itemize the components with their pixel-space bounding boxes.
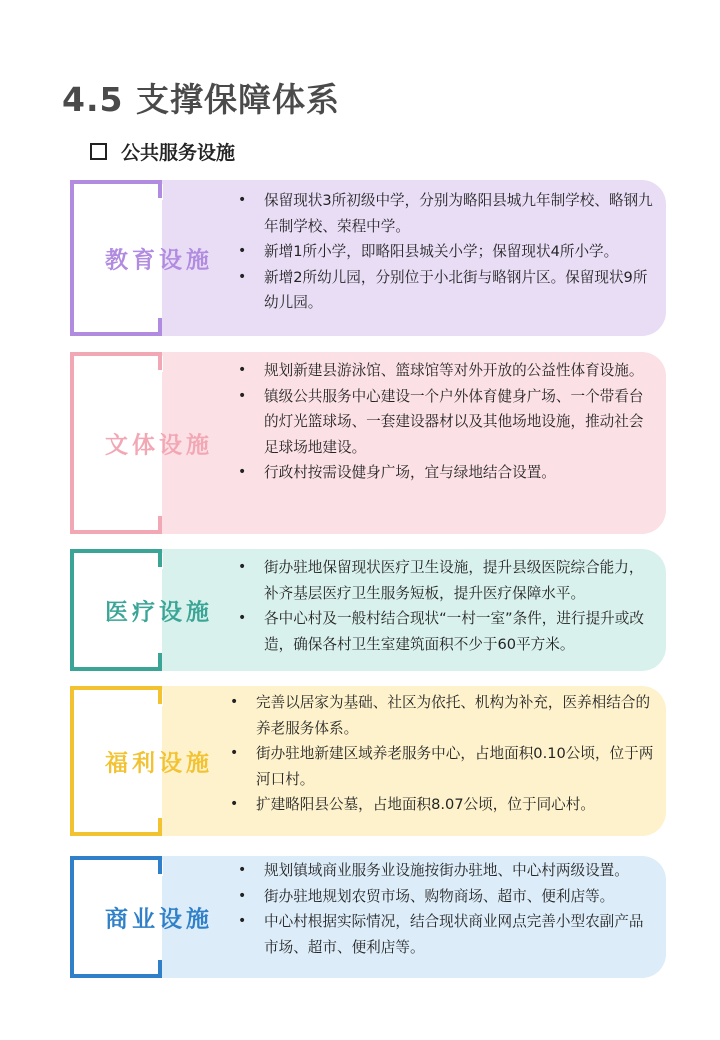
list-item: • 行政村按需设健身广场，宜与绿地结合设置。: [238, 460, 658, 486]
bracket-tip-bottom: [158, 960, 162, 978]
list-item: • 扩建略阳县公墓，占地面积8.07公顷，位于同心村。: [230, 792, 658, 818]
list-item: • 规划镇域商业服务业设施按街办驻地、中心村两级设置。: [238, 858, 658, 884]
bracket-tip-top: [158, 352, 162, 370]
list-item: • 新增1所小学，即略阳县城关小学；保留现状4所小学。: [238, 239, 658, 265]
panel-education: [70, 180, 666, 336]
list-item: • 街办驻地保留现状医疗卫生设施，提升县级医院综合能力，补齐基层医疗卫生服务短板，提升医疗保障水平。: [238, 555, 658, 606]
list-item: • 完善以居家为基础、社区为依托、机构为补充，医养相结合的养老服务体系。: [230, 690, 658, 741]
bullet-icon: •: [238, 913, 247, 929]
bullet-icon: •: [238, 862, 247, 878]
list-item: • 保留现状3所初级中学，分别为略阳县城九年制学校、略钢九年制学校、荣程中学。: [238, 188, 658, 239]
bracket-tip-top: [158, 180, 162, 198]
page-title: 4.5 支撑保障体系: [62, 80, 340, 119]
bracket-tip-bottom: [158, 818, 162, 836]
list-item: • 规划新建县游泳馆、篮球馆等对外开放的公益性体育设施。: [238, 358, 658, 384]
panel-medical: [70, 549, 666, 671]
checkbox-icon: [90, 143, 107, 160]
panel-label: 文体设施: [105, 431, 213, 459]
bracket-tip-bottom: [158, 318, 162, 336]
bullet-icon: •: [230, 694, 239, 710]
bullet-icon: •: [230, 745, 239, 761]
list-item: • 街办驻地规划农贸市场、购物商场、超市、便利店等。: [238, 884, 658, 910]
list-item: • 新增2所幼儿园，分别位于小北街与略钢片区。保留现状9所幼儿园。: [238, 265, 658, 316]
bracket-tip-bottom: [158, 653, 162, 671]
bullet-icon: •: [238, 559, 247, 575]
panel-label: 商业设施: [105, 905, 213, 933]
bullet-icon: •: [238, 362, 247, 378]
panel-label: 福利设施: [105, 749, 213, 777]
bullet-icon: •: [230, 796, 239, 812]
item-list: [238, 555, 658, 657]
panel-label: 医疗设施: [105, 598, 213, 626]
panel-commercial: [70, 856, 666, 978]
list-item: • 各中心村及一般村结合现状“一村一室”条件，进行提升或改造，确保各村卫生室建筑面积不少于60平方米。: [238, 606, 658, 657]
bullet-icon: •: [238, 243, 247, 259]
item-list: [230, 690, 658, 818]
item-list: [238, 858, 658, 960]
bracket-tip-top: [158, 856, 162, 874]
bullet-icon: •: [238, 192, 247, 208]
list-item: • 中心村根据实际情况，结合现状商业网点完善小型农副产品市场、超市、便利店等。: [238, 909, 658, 960]
panel-culture-sports: [70, 352, 666, 534]
list-item: • 镇级公共服务中心建设一个户外体育健身广场、一个带看台的灯光篮球场、一套建设器材以及其他场地设施，推动社会足球场地建设。: [238, 384, 658, 461]
panel-welfare: [70, 686, 666, 836]
item-list: [238, 188, 658, 316]
bracket-tip-top: [158, 549, 162, 567]
bullet-icon: •: [238, 464, 247, 480]
bullet-icon: •: [238, 268, 247, 285]
bullet-icon: •: [238, 610, 247, 626]
bracket-tip-top: [158, 686, 162, 704]
item-list: [238, 358, 658, 486]
panel-label: 教育设施: [105, 246, 213, 274]
bullet-icon: •: [238, 887, 247, 904]
section-heading-text: 公共服务设施: [121, 142, 236, 164]
section-heading: [90, 138, 235, 165]
list-item: • 街办驻地新建区域养老服务中心，占地面积0.10公顷，位于两河口村。: [230, 741, 658, 792]
bracket-tip-bottom: [158, 516, 162, 534]
bullet-icon: •: [238, 387, 247, 404]
